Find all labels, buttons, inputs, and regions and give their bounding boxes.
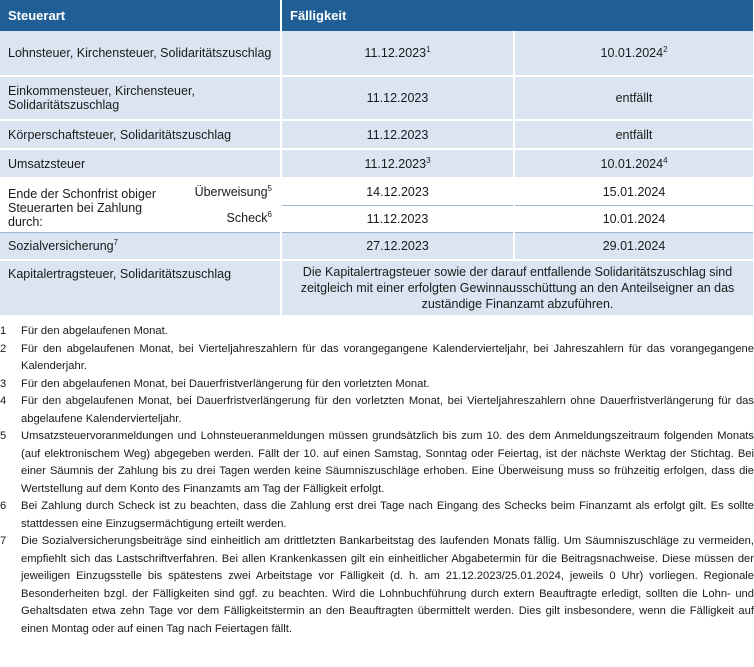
row-label: Umsatzsteuer [0,149,281,178]
date-value: 11.12.2023 [366,91,429,105]
table-row [0,260,754,316]
date-cell: 11.12.2023 [281,205,514,232]
schonfrist-row-ueberweisung [0,178,754,205]
table-row [0,76,754,120]
payment-scheck: Scheck$^6$ [226,209,272,225]
row-label: Körperschaftsteuer, Solidaritätszuschlag [0,120,281,149]
footnote: 6 Bei Zahlung durch Scheck ist zu beachten, dass die Zahlung erst drei Tage nach Eingang des Schecks beim Finanzamt als erfolgt gilt. Es sollte stattdessen eine Einzugsermächtigung erteilt werden. [0,500,754,530]
kapital-text: Die Kapitalertragsteuer sowie der darauf entfallende Solidaritätszuschlag sind zeitgleich mit einer erfolgten Gewinnausschüttung an den Anteilseigner an das zuständige Finanzamt abzuführen. [281,260,754,316]
date-cell: 14.12.2023 [281,178,514,205]
footnote: 1 Für den abgelaufenen Monat. [0,325,168,337]
date-value: 10.01.2024 [600,156,664,171]
header-steuerart: Steuerart [0,0,281,31]
table-row [0,120,754,149]
schonfrist-label: Ende der Schonfrist obiger Steuerarten bei Zahlung durch: [8,187,157,229]
row-label: Kapitalertragsteuer, Solidaritätszuschlag [0,260,281,316]
header-faelligkeit: Fälligkeit [281,0,754,31]
footnotes [0,323,754,638]
date-cell: 29.01.2024 [514,232,754,260]
date-value: 10.01.2024 [600,46,664,60]
footnote: 3 Für den abgelaufenen Monat, bei Dauerfristverlängerung für den vorletzten Monat. [0,377,430,390]
tax-deadline-table [0,0,754,317]
row-label: Lohnsteuer, Kirchensteuer, Solidaritätszuschlag [0,31,281,76]
footnote: 2 Für den abgelaufenen Monat, bei Vierteljahreszahlern für das vorangegangene Kalendervierteljahr, bei Jahreszahlern für das vorangegangene Kalenderjahr. [0,342,754,372]
footnote-ref: 1 [426,44,431,54]
date-cell [281,31,514,76]
date-cell: 10.01.2024 [514,205,754,232]
date-value: 11.12.2023 [364,46,427,60]
date-cell [514,120,754,149]
date-cell: 27.12.2023 [281,232,514,260]
payment-ueberweisung: Überweisung$^5$ [194,183,272,199]
date-value: entfällt [615,127,653,142]
date-cell [281,149,514,178]
date-cell [281,76,514,120]
footnote: 5 Umsatzsteuervoranmeldungen und Lohnsteueranmeldungen müssen grundsätzlich bis zum 10. des dem Anmeldungszeitraum folgenden Monats (auf elektronischem Weg) abgegeben werden. Fällt der 10. auf einen Samstag, Sonntag oder Feiertag, ist der nächste Werktag der Stichtag. Bei einer Säumnis der Zahlung bis zu drei Tagen werden keine Säumniszuschläge erhoben. Eine Überweisung muss so frühzeitig erfolgen, dass die Wertstellung auf dem Konto des Finanzamts am Tag der Fälligkeit erfolgt. [0,430,754,495]
footnote: 4 Für den abgelaufenen Monat, bei Dauerfristverlängerung für den vorletzten Monat, bei Vierteljahreszahlern ohne Dauerfristverlängerung für das abgelaufene Kalendervierteljahr. [0,395,754,425]
footnote-ref: 3 [426,155,431,165]
date-cell [514,149,754,178]
date-cell [514,31,754,76]
table-row [0,149,754,178]
table-row [0,232,754,260]
row-label: Sozialversicherung$^7$ [0,232,281,260]
date-cell [514,76,754,120]
footnote: 7 Die Sozialversicherungsbeiträge sind einheitlich am drittletzten Bankarbeitstag des laufenden Monats fällig. Um Säumniszuschläge zu vermeiden, empfiehlt sich das Lastschriftverfahren. Bei allen Krankenkassen gilt ein einheitlicher Abgabetermin für die Beitragsnachweise. Diese müssen der jeweiligen Einzugsstelle bis spätestens zwei Arbeitstage vor Fälligkeit (d. h. am 21.12.2023/25.01.2024, jeweils 0 Uhr) vorliegen. Regionale Besonderheiten bzgl. der Fälligkeiten sind ggf. zu beachten. Wird die Lohnbuchführung durch extern Beauftragte erledigt, sollten die Lohn- und Gehaltsdaten etwa zehn Tage vor dem Fälligkeitstermin an den Beauftragten übermittelt werden. Dies gilt insbesondere, wenn die Fälligkeit auf einen Montag oder auf einen Tag nach Feiertagen fällt. [0,535,754,635]
table-header-row [0,0,754,31]
date-value: 11.12.2023 [366,127,429,142]
date-cell [281,120,514,149]
row-label: Einkommensteuer, Kirchensteuer, Solidaritätszuschlag [0,76,281,120]
payment-methods [195,181,272,229]
date-cell: 15.01.2024 [514,178,754,205]
footnote-ref: 2 [663,44,668,54]
schonfrist-cell [0,178,281,232]
footnote-ref: 4 [663,155,668,165]
table-row [0,31,754,76]
date-value: entfällt [615,91,653,105]
date-value: 11.12.2023 [364,156,427,171]
